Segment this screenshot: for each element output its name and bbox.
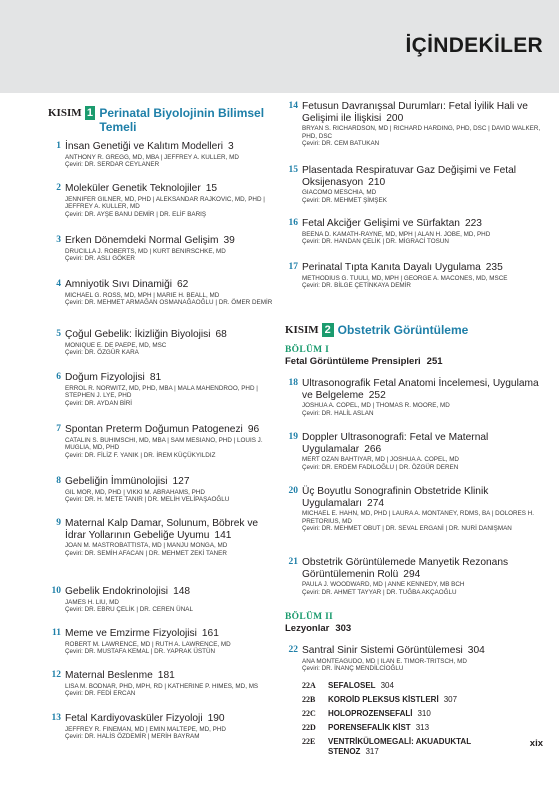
chapter-authors: MERT OZAN BAHTIYAR, MD | JOSHUA A. COPEL, MD xyxy=(302,456,459,463)
entry-body xyxy=(65,586,280,614)
chapter-title xyxy=(65,183,280,195)
chapter-page: 3 xyxy=(227,141,234,152)
chapter-number: 5 xyxy=(56,329,61,339)
chapter-page: 266 xyxy=(364,443,382,455)
chapter-authors: ERROL R. NORWITZ, MD, PHD, MBA | MALA MAHENDROO, PHD | STEPHEN J. LYE, PHD xyxy=(65,384,258,400)
section-1-header xyxy=(285,345,443,367)
chapter-title-text: Fetal Akciğer Gelişimi ve Sürfaktan xyxy=(302,218,460,229)
subentry-title xyxy=(328,681,502,691)
entry-body xyxy=(302,165,547,204)
subentry-title-text: PORENSEFALİK KİST xyxy=(328,723,411,732)
part-label: KISIM xyxy=(285,324,319,336)
subentry-title-text: KOROİD PLEKSUS KİSTLERİ xyxy=(328,695,439,704)
entry-body xyxy=(302,486,547,533)
chapter-number: 20 xyxy=(288,486,298,496)
chapter-number: 10 xyxy=(51,586,61,596)
chapter-title-text: Spontan Preterm Doğumun Patogenezi xyxy=(65,424,243,435)
subentry-title xyxy=(328,737,502,757)
entry-body xyxy=(65,518,280,557)
chapter-title-text: Amniyotik Sıvı Dinamiği xyxy=(65,279,172,290)
chapter-page: 62 xyxy=(177,279,189,290)
chapter-page: 190 xyxy=(207,713,225,724)
toc-entry xyxy=(285,378,547,417)
chapter-title-text: Üç Boyutlu Sonografinin Obstetride Klinik Uygulamaları xyxy=(302,486,489,509)
chapter-title-text: Meme ve Emzirme Fizyolojisi xyxy=(65,628,197,639)
chapter-title xyxy=(302,486,547,509)
chapter-translators: Çeviri: DR. CEM BATUKAN xyxy=(302,140,380,148)
toc-entry xyxy=(285,165,547,204)
chapter-authors: JENNIFER GILNER, MD, PHD | ALEKSANDAR RAJKOVIC, MD, PHD | JEFFREY A. KULLER, MD xyxy=(65,195,265,211)
chapter-number: 7 xyxy=(56,424,61,434)
chapter-title xyxy=(65,670,280,682)
entry-body xyxy=(302,218,547,246)
chapter-translators: Çeviri: DR. İNANÇ MENDİLCİOĞLU xyxy=(302,665,404,673)
chapter-title-text: Çoğul Gebelik: İkizliğin Biyolojisi xyxy=(65,329,211,340)
entry-body xyxy=(65,141,280,169)
chapter-title-text: Santral Sinir Sistemi Görüntülemesi xyxy=(302,645,463,656)
part-number: 1 xyxy=(85,106,96,120)
part-label: KISIM xyxy=(48,107,82,119)
toc-entry xyxy=(48,141,280,169)
toc-entry xyxy=(48,424,280,459)
chapter-authors: ROBERT M. LAWRENCE, MD | RUTH A. LAWRENCE, MD xyxy=(65,640,231,648)
chapter-number: 21 xyxy=(288,557,298,567)
chapter-title-text: Doğum Fizyolojisi xyxy=(65,372,145,383)
chapter-page: 252 xyxy=(368,389,386,401)
chapter-page: 161 xyxy=(201,628,219,639)
chapter-translators: Çeviri: DR. FEDİ ERCAN xyxy=(65,690,136,698)
chapter-title-text: Perinatal Tıpta Kanıta Dayalı Uygulama xyxy=(302,262,481,273)
section-title-text: Fetal Görüntüleme Prensipleri xyxy=(285,356,421,367)
entry-body xyxy=(302,262,547,290)
chapter-page: 200 xyxy=(386,112,404,124)
chapter-title xyxy=(65,518,280,541)
subentry-page: 313 xyxy=(415,723,430,732)
entry-body xyxy=(302,378,547,417)
chapter-title xyxy=(65,628,280,640)
chapter-title-text: Maternal Beslenme xyxy=(65,670,153,681)
chapter-translators: Çeviri: DR. BİLGE ÇETİNKAYA DEMİR xyxy=(302,282,411,290)
chapter-title xyxy=(65,329,280,341)
entry-body xyxy=(65,424,280,459)
chapter-title xyxy=(302,432,547,455)
chapter-title xyxy=(302,101,547,124)
chapter-translators: Çeviri: DR. EBRU ÇELİK | DR. CEREN ÜNAL xyxy=(65,606,193,614)
chapter-translators: Çeviri: DR. H. METE TANIR | DR. MELİH VELİPAŞAOĞLU xyxy=(65,496,230,504)
chapter-title xyxy=(65,235,280,247)
toc-entry xyxy=(48,518,280,557)
chapter-number: 12 xyxy=(51,670,61,680)
chapter-translators: Çeviri: DR. SERDAR CEYLANER xyxy=(65,161,160,169)
chapter-title xyxy=(302,165,547,188)
subentry-title-text: VENTRİKÜLOMEGALİ: AKUADUKTAL STENOZ xyxy=(328,737,471,756)
toc-entry xyxy=(48,372,280,407)
chapter-page: 127 xyxy=(172,476,190,487)
chapter-authors: DRUCILLA J. ROBERTS, MD | KURT BENIRSCHKE, MD xyxy=(65,247,226,255)
chapter-title xyxy=(302,557,547,580)
section-page: 251 xyxy=(426,356,443,367)
chapter-page: 210 xyxy=(368,176,386,188)
toc-entry xyxy=(48,713,280,741)
chapter-page: 148 xyxy=(173,586,191,597)
part-number: 2 xyxy=(322,323,334,337)
chapter-translators: Çeviri: DR. AHMET TAYYAR | DR. TUĞBA AKÇAOĞLU xyxy=(302,588,457,596)
chapter-title xyxy=(65,713,280,725)
chapter-page: 68 xyxy=(215,329,227,340)
toc-entry xyxy=(285,218,547,246)
chapter-number: 16 xyxy=(288,218,298,228)
chapter-authors: MONIQUE E. DE PAEPE, MD, MSC xyxy=(65,341,167,349)
subentry-number: 22A xyxy=(302,681,316,690)
part-title: Obstetrik Görüntüleme xyxy=(337,323,469,337)
subentry-number: 22E xyxy=(302,737,316,746)
chapter-title-text: Moleküler Genetik Teknolojiler xyxy=(65,183,201,194)
toc-entry xyxy=(48,279,280,307)
entry-body xyxy=(65,670,280,698)
chapter-authors: METHODIUS G. TUULI, MD, MPH | GEORGE A. MACONES, MD, MSCE xyxy=(302,274,508,282)
chapter-title xyxy=(65,476,280,488)
chapter-title-text: Erken Dönemdeki Normal Gelişim xyxy=(65,235,219,246)
subentry-page: 310 xyxy=(417,709,431,718)
toc-entry xyxy=(48,670,280,698)
chapter-title-text: Fetusun Davranışsal Durumları: Fetal İyilik Hali ve Gelişimi ile İlişkisi xyxy=(302,101,528,124)
chapter-page: 274 xyxy=(367,497,385,509)
chapter-title xyxy=(302,218,547,230)
section-title xyxy=(285,623,351,634)
chapter-number: 2 xyxy=(56,183,61,193)
chapter-translators: Çeviri: DR. MEHMET ŞİMŞEK xyxy=(302,196,387,204)
chapter-translators: Çeviri: DR. MUSTAFA KEMAL | DR. YAPRAK ÜSTÜN xyxy=(65,648,216,656)
chapter-authors: JEFFREY R. FINEMAN, MD | EMIN MALTEPE, MD, PHD xyxy=(65,725,226,733)
subentry-page: 304 xyxy=(380,681,394,690)
section-title-text: Lezyonlar xyxy=(285,623,330,634)
entry-body xyxy=(65,183,280,218)
entry-body xyxy=(65,235,280,263)
toc-entry xyxy=(48,183,280,218)
subentry-number: 22C xyxy=(302,709,316,718)
chapter-title xyxy=(302,645,547,657)
chapter-number: 11 xyxy=(52,628,61,638)
toc-subentry xyxy=(302,723,502,733)
toc-entry xyxy=(285,101,547,148)
chapter-page: 294 xyxy=(403,568,421,580)
entry-body xyxy=(65,713,280,741)
chapter-translators: Çeviri: DR. AYŞE BANU DEMİR | DR. ELİF BARIŞ xyxy=(65,210,207,218)
chapter-authors: CATALIN S. BUHIMSCHI, MD, MBA | SAM MESIANO, PHD | LOUIS J. MUGLIA, MD, PHD xyxy=(65,436,263,452)
chapter-number: 19 xyxy=(288,432,298,442)
entry-body xyxy=(302,432,547,471)
toc-subentry xyxy=(302,737,502,757)
toc-entry xyxy=(285,262,547,290)
chapter-authors: MICHAEL E. HAHN, MD, PHD | LAURA A. MONTANEY, RDMS, BA | DOLORES H. PRETORIUS, MD xyxy=(302,510,534,525)
entry-body xyxy=(65,476,280,504)
section-label: BÖLÜM I xyxy=(285,345,330,355)
chapter-number: 4 xyxy=(56,279,61,289)
section-2-header xyxy=(285,612,351,634)
toc-entry xyxy=(285,486,547,533)
page-number: xix xyxy=(529,738,543,749)
subentry-page: 317 xyxy=(365,747,379,756)
toc-subentry xyxy=(302,709,502,719)
subentry-number: 22B xyxy=(302,695,316,704)
section-title xyxy=(285,356,443,367)
toc-entry xyxy=(48,235,280,263)
chapter-title-text: Obstetrik Görüntülemede Manyetik Rezonans Görüntülemenin Rolü xyxy=(302,557,509,580)
chapter-translators: Çeviri: DR. FİLİZ F. YANIK | DR. İREM KÜÇÜKYILDIZ xyxy=(65,451,216,459)
chapter-title-text: Gebelik Endokrinolojisi xyxy=(65,586,169,597)
chapter-number: 1 xyxy=(56,141,61,151)
chapter-page: 141 xyxy=(214,529,232,541)
chapter-page: 81 xyxy=(149,372,162,383)
section-page: 303 xyxy=(335,623,352,634)
part-1-header xyxy=(48,106,283,134)
chapter-authors: JOSHUA A. COPEL, MD | THOMAS R. MOORE, MD xyxy=(302,402,450,409)
chapter-number: 14 xyxy=(288,101,298,111)
toc-entry xyxy=(285,645,547,673)
chapter-authors: ANA MONTEAGUDO, MD | ILAN E. TIMOR-TRITSCH, MD xyxy=(302,657,467,665)
chapter-authors: ANTHONY R. GREGG, MD, MBA | JEFFREY A. KULLER, MD xyxy=(65,153,239,161)
subentry-title-text: HOLOPROZENSEFALİ xyxy=(328,709,413,718)
entry-body xyxy=(302,645,547,673)
chapter-title xyxy=(65,372,280,384)
chapter-title-text: Doppler Ultrasonografi: Fetal ve Maternal Uygulamalar xyxy=(302,432,489,455)
chapter-title-text: İnsan Genetiği ve Kalıtım Modelleri xyxy=(65,141,223,152)
chapter-number: 22 xyxy=(288,645,298,655)
chapter-authors: MICHAEL G. ROSS, MD, MPH | MARIE H. BEALL, MD xyxy=(65,291,220,299)
chapter-title xyxy=(65,586,280,598)
chapter-number: 9 xyxy=(56,518,61,528)
toc-entry xyxy=(48,329,280,357)
chapter-number: 3 xyxy=(56,235,61,245)
chapter-page: 181 xyxy=(157,670,175,681)
chapter-authors: LISA M. BODNAR, PHD, MPH, RD | KATHERINE P. HIMES, MD, MS xyxy=(65,682,259,690)
toc-subentry xyxy=(302,681,502,691)
chapter-title-text: Plasentada Respiratuvar Gaz Değişimi ve Fetal Oksijenasyon xyxy=(302,165,517,188)
page-title: İÇİNDEKİLER xyxy=(405,34,543,57)
subentry-page: 307 xyxy=(443,695,458,704)
chapter-number: 13 xyxy=(51,713,61,723)
chapter-translators: Çeviri: DR. MEHMET ARMAĞAN OSMANAĞAOĞLU | DR. ÖMER DEMİR xyxy=(65,299,273,307)
entry-body xyxy=(302,557,547,596)
chapter-number: 6 xyxy=(56,372,61,382)
toc-entry xyxy=(48,586,280,614)
section-label: BÖLÜM II xyxy=(285,612,334,622)
entry-body xyxy=(302,101,547,148)
chapter-title-text: Gebeliğin İmmünolojisi xyxy=(65,476,168,487)
chapter-translators: Çeviri: DR. HANDAN ÇELİK | DR. MİGRACİ TOSUN xyxy=(302,238,449,246)
toc-subentry xyxy=(302,695,502,705)
subentry-title xyxy=(328,723,502,733)
chapter-title xyxy=(65,424,280,436)
subentry-number: 22D xyxy=(302,723,316,732)
part-title: Perinatal Biyolojinin Bilimsel Temeli xyxy=(99,106,265,134)
chapter-translators: Çeviri: DR. HALİS ÖZDEMİR | MERİH BAYRAM xyxy=(65,733,200,741)
chapter-page: 304 xyxy=(467,645,485,656)
chapter-translators: Çeviri: DR. ÖZGÜR KARA xyxy=(65,349,139,357)
chapter-number: 15 xyxy=(288,165,298,175)
chapter-authors: GIACOMO MESCHIA, MD xyxy=(302,189,377,196)
chapter-translators: Çeviri: DR. MEHMET OBUT | DR. SEVAL ERGANİ | DR. NURİ DANIŞMAN xyxy=(302,525,512,533)
chapter-authors: JOAN M. MASTROBATTISTA, MD | MANJU MONGA, MD xyxy=(65,542,228,549)
chapter-authors: JAMES H. LIU, MD xyxy=(65,598,119,606)
chapter-page: 39 xyxy=(223,235,235,246)
chapter-title xyxy=(65,141,280,153)
entry-body xyxy=(65,372,280,407)
chapter-authors: PAULA J. WOODWARD, MD | ANNE KENNEDY, MB BCH xyxy=(302,581,465,588)
subentry-title xyxy=(328,709,502,719)
subentry-title xyxy=(328,695,502,705)
entry-body xyxy=(65,329,280,357)
chapter-page: 96 xyxy=(247,424,260,435)
chapter-authors: GIL MOR, MD, PHD | VIKKI M. ABRAHAMS, PHD xyxy=(65,488,205,496)
chapter-authors: BEENA D. KAMATH-RAYNE, MD, MPH | ALAN H. JOBE, MD, PHD xyxy=(302,230,491,238)
toc-entry xyxy=(285,557,547,596)
chapter-translators: Çeviri: DR. ERDEM FADILOĞLU | DR. ÖZGÜR DEREN xyxy=(302,463,459,471)
chapter-title-text: Maternal Kalp Damar, Solunum, Böbrek ve İdrar Yollarının Gebeliğe Uyumu xyxy=(65,518,259,541)
chapter-page: 235 xyxy=(485,262,503,273)
chapter-page: 223 xyxy=(464,218,482,229)
chapter-title xyxy=(302,378,547,401)
chapter-translators: Çeviri: DR. AYDAN BİRİ xyxy=(65,399,133,407)
part-2-header xyxy=(285,323,468,337)
chapter-title xyxy=(65,279,280,291)
subentry-title-text: SEFALOSEL xyxy=(328,681,376,690)
chapter-number: 18 xyxy=(288,378,298,388)
toc-entry xyxy=(48,628,280,656)
chapter-translators: Çeviri: DR. HALİL ASLAN xyxy=(302,409,374,417)
chapter-title-text: Ultrasonografik Fetal Anatomi İncelemesi, Uygulama ve Belgeleme xyxy=(302,378,539,401)
chapter-authors: BRYAN S. RICHARDSON, MD | RICHARD HARDING, PHD, DSC | DAVID WALKER, PHD, DSC xyxy=(302,125,541,140)
chapter-translators: Çeviri: DR. SEMİH AFACAN | DR. MEHMET ZEKİ TANER xyxy=(65,549,227,557)
entry-body xyxy=(65,279,280,307)
chapter-translators: Çeviri: DR. ASLI GÖKER xyxy=(65,255,135,263)
chapter-number: 8 xyxy=(56,476,61,486)
chapter-number: 17 xyxy=(288,262,298,272)
chapter-title-text: Fetal Kardiyovasküler Fizyoloji xyxy=(65,713,203,724)
chapter-page: 15 xyxy=(205,183,218,194)
entry-body xyxy=(65,628,280,656)
toc-entry xyxy=(48,476,280,504)
chapter-title xyxy=(302,262,547,274)
toc-entry xyxy=(285,432,547,471)
